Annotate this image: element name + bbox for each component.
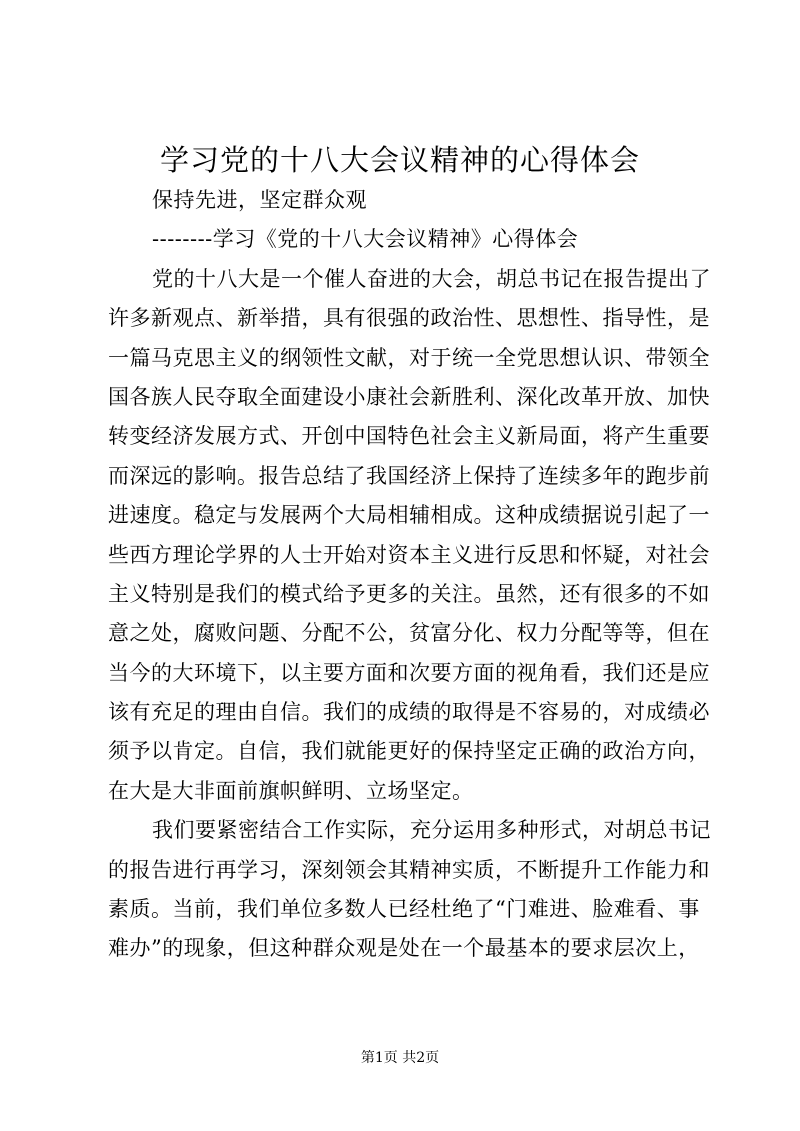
text-line: 该有充足的理由自信。我们的成绩的取得是不容易的，对成绩必 (108, 700, 710, 725)
document-body (108, 181, 711, 969)
text-line: 意之处，腐败问题、分配不公，贫富分化、权力分配等等，但在 (108, 621, 710, 646)
text-line: 当今的大环境下，以主要方面和次要方面的视角看，我们还是应 (108, 660, 710, 685)
text-line: 许多新观点、新举措，具有很强的政治性、思想性、指导性，是 (108, 306, 710, 331)
text-line: 主义特别是我们的模式给予更多的关注。虽然，还有很多的不如 (108, 581, 710, 606)
paragraph-1 (108, 260, 711, 811)
text-line: 进速度。稳定与发展两个大局相辅相成。这种成绩据说引起了一 (108, 503, 710, 528)
text-line: 难办”的现象，但这种群众观是处在一个最基本的要求层次上， (108, 936, 700, 961)
text-line: 党的十八大是一个催人奋进的大会，胡总书记在报告提出了 (152, 266, 711, 291)
subtitle-line: --------学习《党的十八大会议精神》心得体会 (152, 227, 579, 252)
text-line: 我们要紧密结合工作实际，充分运用多种形式，对胡总书记 (152, 818, 711, 843)
text-line: 的报告进行再学习，深刻领会其精神实质，不断提升工作能力和 (108, 857, 710, 882)
text-line: 须予以肯定。自信，我们就能更好的保持坚定正确的政治方向， (108, 739, 710, 764)
page-footer: 第1页 共2页 (360, 1050, 440, 1066)
text-line: 一篇马克思主义的纲领性文献，对于统一全党思想认识、带领全 (108, 345, 710, 370)
text-line: 些西方理论学界的人士开始对资本主义进行反思和怀疑，对社会 (108, 542, 710, 567)
text-line: 而深远的影响。报告总结了我国经济上保持了连续多年的跑步前 (108, 463, 710, 488)
text-line: 转变经济发展方式、开创中国特色社会主义新局面，将产生重要 (108, 424, 710, 449)
text-line: 素质。当前，我们单位多数人已经杜绝了“门难进、脸难看、事 (108, 897, 700, 922)
document-title: 学习党的十八大会议精神的心得体会 (159, 143, 640, 177)
text-line: 国各族人民夺取全面建设小康社会新胜利、深化改革开放、加快 (108, 384, 710, 409)
subtitle-line: 保持先进，坚定群众观 (152, 188, 367, 212)
paragraph-2 (108, 811, 711, 969)
text-line: 在大是大非面前旗帜鲜明、立场坚定。 (108, 778, 474, 803)
